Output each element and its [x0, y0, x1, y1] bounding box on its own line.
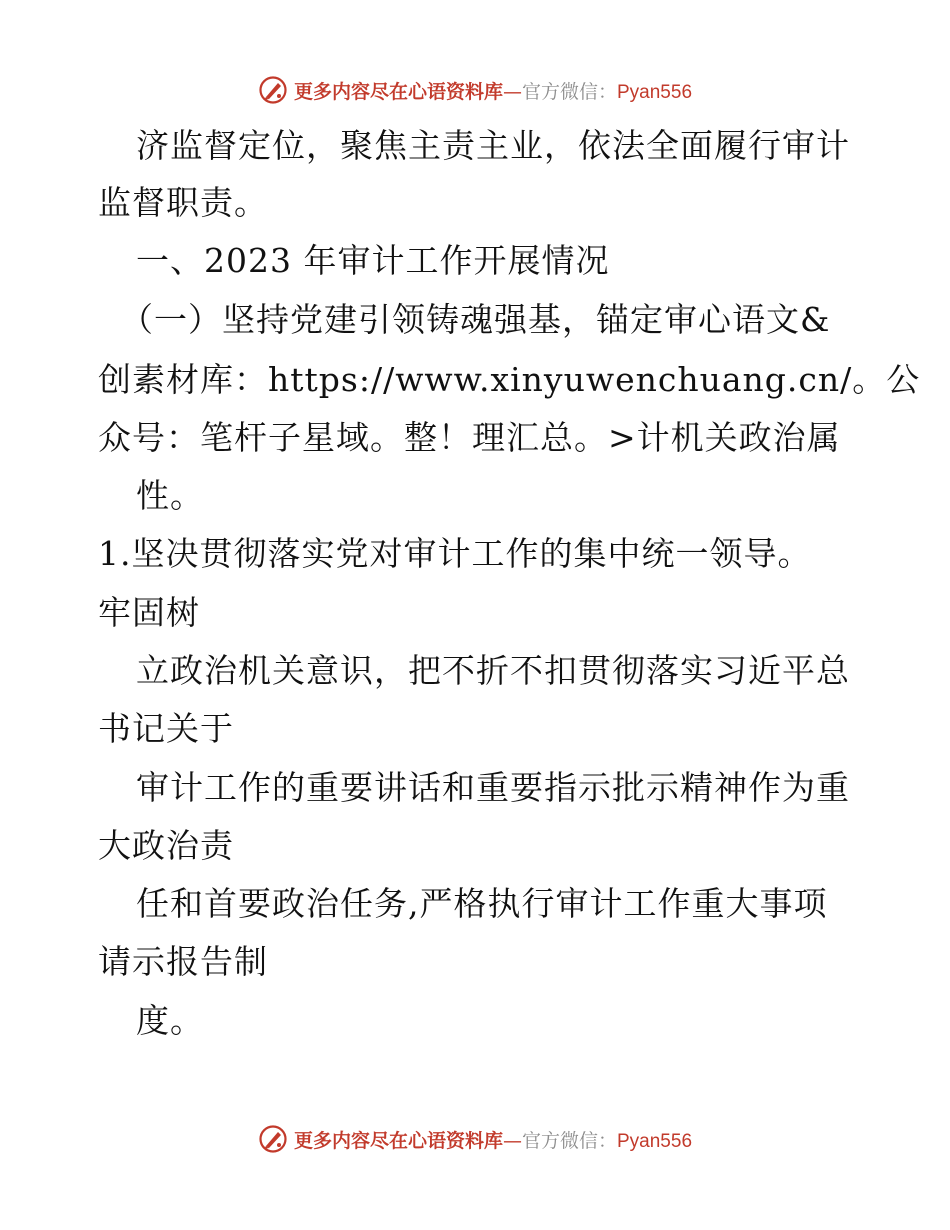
body-line: 性。	[136, 476, 204, 515]
body-line: 请示报告制	[98, 942, 268, 981]
pen-logo-icon	[258, 75, 288, 105]
header-watermark	[0, 70, 950, 110]
body-line: 立政治机关意识，把不折不扣贯彻落实习近平总	[136, 651, 850, 690]
body-line: 度。	[136, 1001, 204, 1040]
pen-logo-icon	[258, 1124, 288, 1154]
banner-label: 官方微信：	[521, 1129, 617, 1152]
body-line: 审计工作的重要讲话和重要指示批示精神作为重	[136, 768, 850, 807]
banner-separator: —	[502, 1129, 522, 1152]
body-line: 济监督定位，聚焦主责主业，依法全面履行审计	[136, 126, 850, 165]
banner-wechat-id: Pyan556	[617, 81, 693, 103]
body-line: 1.坚决贯彻落实党对审计工作的集中统一领导。	[98, 534, 812, 573]
banner-wechat-id: Pyan556	[617, 1130, 693, 1152]
body-line: 大政治责	[98, 826, 234, 865]
body-line: 众号：笔杆子星域。整！理汇总。>计机关政治属	[98, 418, 841, 457]
banner-main-text: 更多内容尽在心语资料库	[293, 1129, 503, 1152]
body-line: 书记关于	[98, 709, 234, 748]
body-line: 牢固树	[98, 593, 200, 632]
body-line: 创素材库：https://www.xinyuwenchuang.cn/。公	[98, 360, 921, 399]
body-line: 监督职责。	[98, 183, 268, 222]
banner-separator: —	[502, 80, 522, 103]
footer-watermark	[0, 1119, 950, 1159]
section-heading: 一、2023 年审计工作开展情况	[136, 241, 610, 280]
subsection-heading: （一）坚持党建引领铸魂强基，锚定审心语文&	[120, 300, 831, 339]
banner-label: 官方微信：	[521, 80, 617, 103]
banner-main-text: 更多内容尽在心语资料库	[293, 80, 503, 103]
body-line: 任和首要政治任务,严格执行审计工作重大事项	[136, 884, 828, 923]
